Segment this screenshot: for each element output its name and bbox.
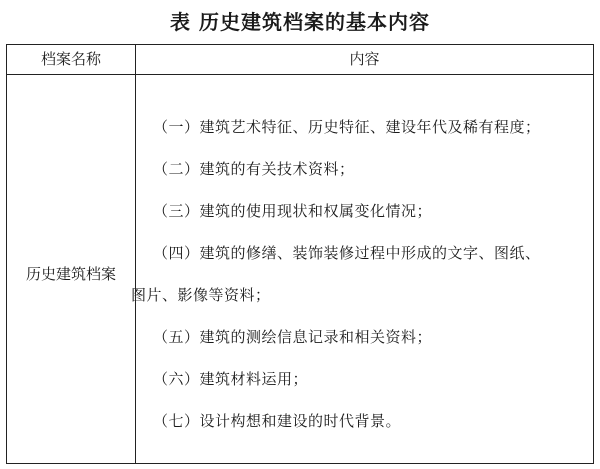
content-item: （五）建筑的测绘信息记录和相关资料； <box>153 328 433 346</box>
content-cell <box>131 75 587 463</box>
archive-name-cell: 历史建筑档案 <box>25 265 116 283</box>
content-item-continuation: 图片、影像等资料； <box>131 286 271 304</box>
content-item: （二）建筑的有关技术资料； <box>153 160 355 178</box>
header-content: 内容 <box>349 50 380 68</box>
content-item: （六）建筑材料运用； <box>153 370 309 388</box>
archive-content-table <box>6 44 594 464</box>
header-archive-name: 档案名称 <box>40 50 101 68</box>
column-divider <box>135 45 136 463</box>
content-item: （三）建筑的使用现状和权属变化情况； <box>153 202 433 220</box>
document-title: 表 历史建筑档案的基本内容 <box>170 10 430 34</box>
content-item: （七）设计构想和建设的时代背景。 <box>153 412 402 430</box>
content-item: （四）建筑的修缮、装饰装修过程中形成的文字、图纸、 <box>153 244 541 262</box>
content-item: （一）建筑艺术特征、历史特征、建设年代及稀有程度； <box>153 118 541 136</box>
